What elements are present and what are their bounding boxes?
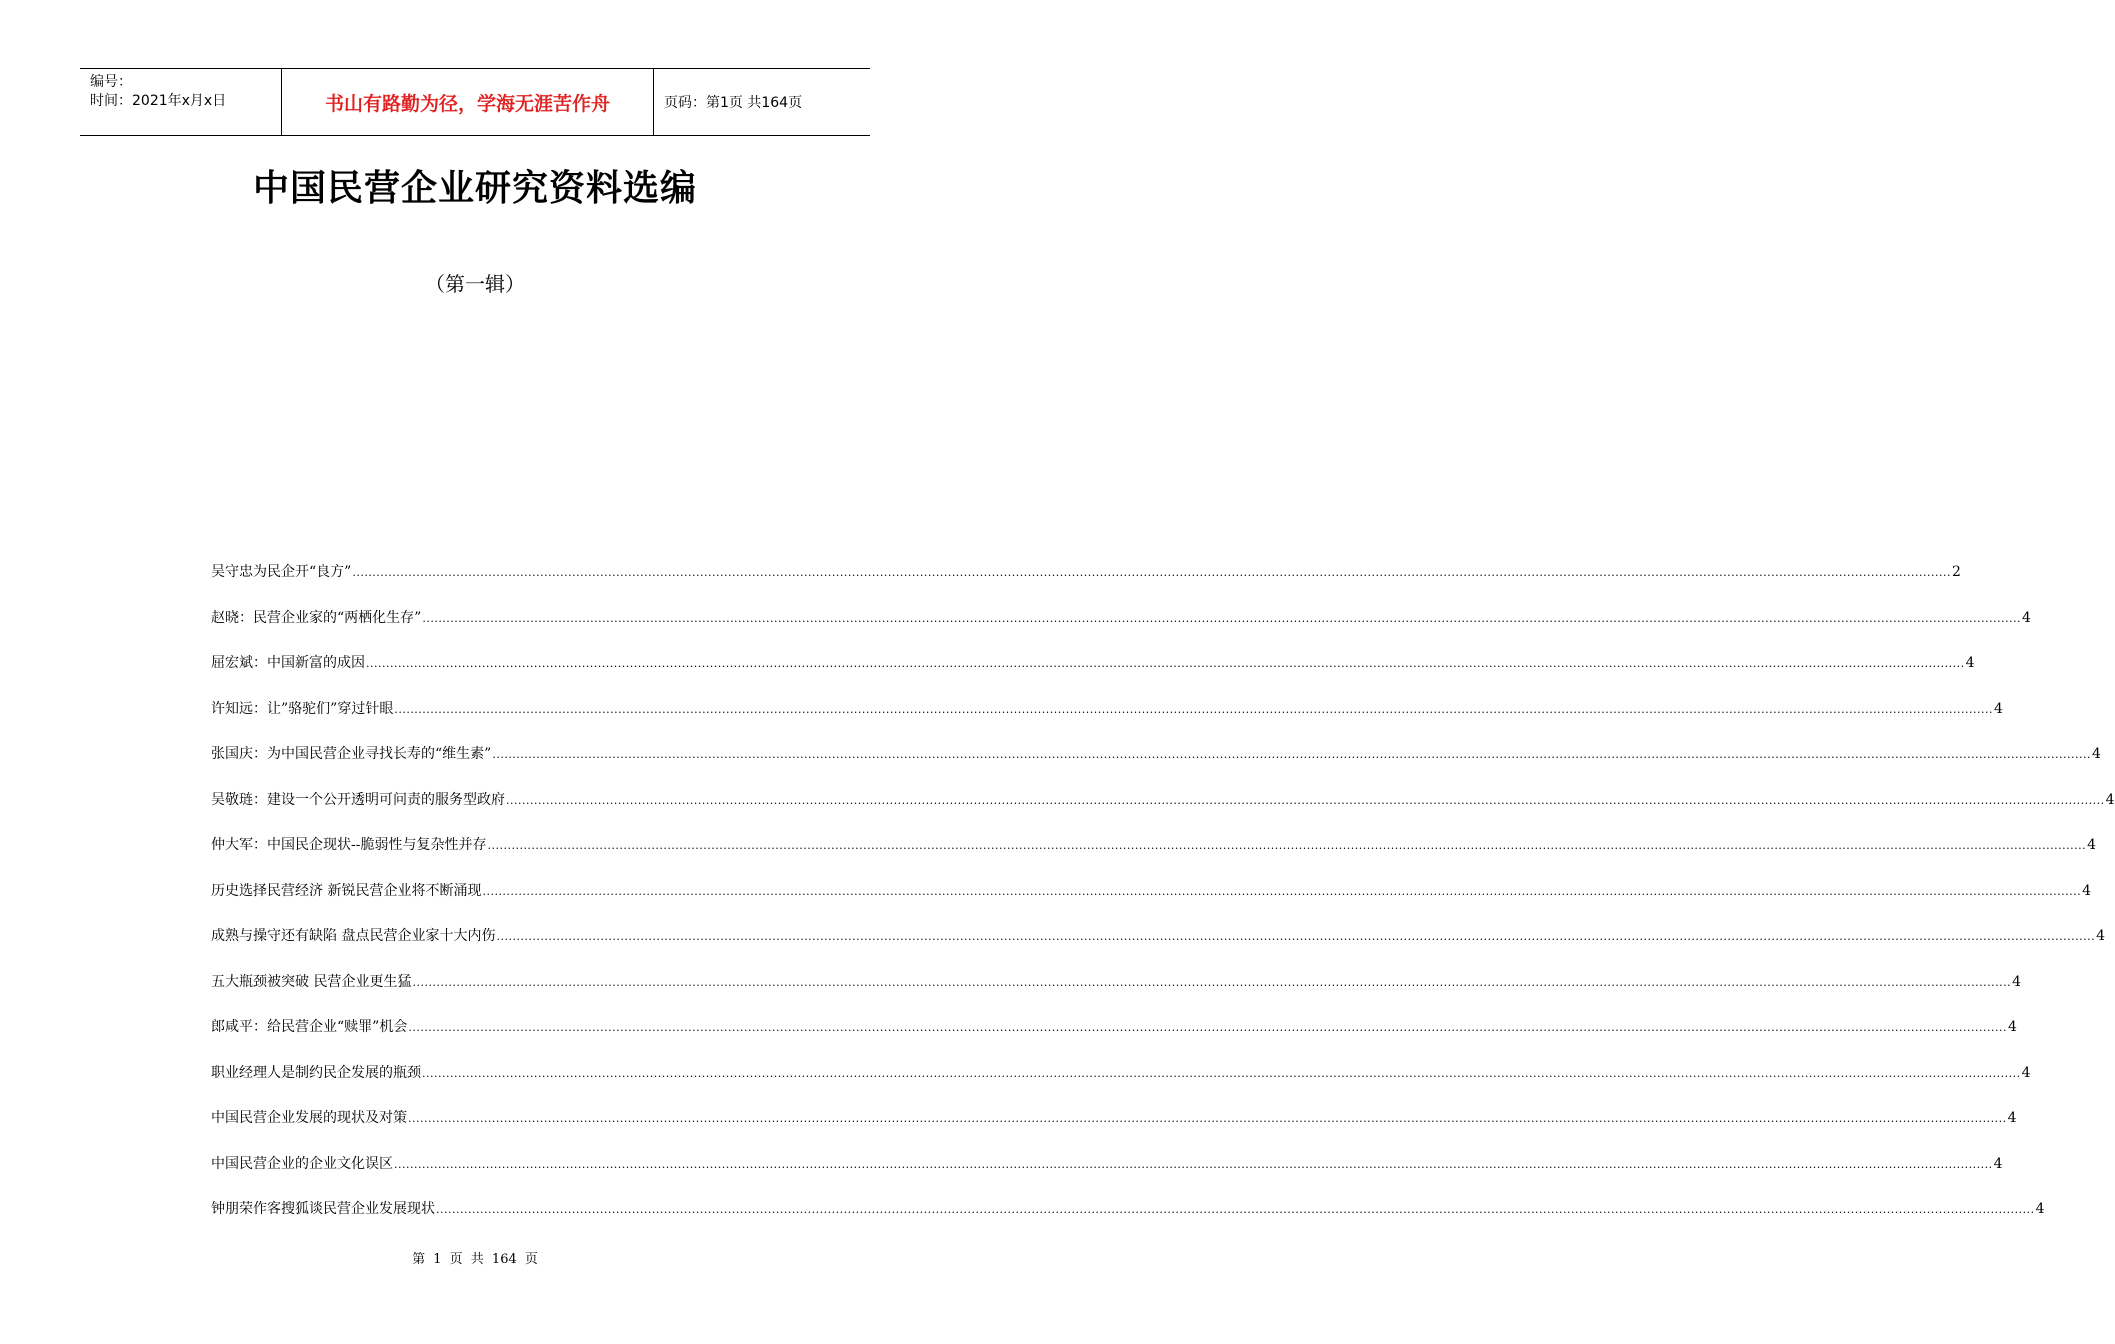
toc-entry[interactable] (211, 1062, 2031, 1108)
header-motto: 书山有路勤为径，学海无涯苦作舟 (281, 69, 654, 135)
toc-entry-title: 职业经理人是制约民企发展的瓶颈 (211, 1064, 421, 1081)
toc-entry-page: 4 (2105, 791, 2115, 808)
time-label: 时间：2021年x月x日 (90, 93, 227, 109)
toc-dot-leader: ................................................................................................................................................................................................................................................................................................................................................................................................................ (496, 930, 2096, 943)
header-meta (80, 69, 281, 135)
toc-entry-page: 4 (1993, 700, 2003, 717)
toc-entry-page: 4 (2035, 1201, 2045, 1217)
toc-entry-page: 4 (2096, 928, 2106, 944)
toc-dot-leader: ................................................................................................................................................................................................................................................................................................................................................................................................................ (408, 1112, 2007, 1125)
toc-entry[interactable] (211, 971, 2022, 1017)
toc-entry[interactable] (211, 652, 1975, 698)
toc-entry-title: 中国民营企业的企业文化误区 (211, 1155, 393, 1172)
toc-entry-title: 成熟与操守还有缺陷 盘点民营企业家十大内伤 (211, 928, 496, 944)
toc-entry-page: 4 (2091, 746, 2101, 762)
toc-entry-title: 许知远：让”骆驼们”穿过针眼 (211, 700, 394, 717)
toc-entry[interactable] (211, 925, 2106, 971)
toc-entry[interactable] (211, 1016, 2017, 1062)
toc-entry-title: 赵晓：民营企业家的“两栖化生存” (211, 609, 422, 626)
toc-entry[interactable] (211, 607, 2031, 653)
toc-entry-title: 历史选择民营经济 新锐民营企业将不断涌现 (211, 882, 482, 899)
toc-dot-leader: ................................................................................................................................................................................................................................................................................................................................................................................................................ (408, 1021, 2007, 1034)
toc-entry-title: 张国庆：为中国民营企业寻找长寿的“维生素” (211, 746, 492, 762)
toc-dot-leader: ................................................................................................................................................................................................................................................................................................................................................................................................................ (412, 975, 2012, 989)
toc-entry-page: 4 (1965, 655, 1975, 671)
toc-entry[interactable] (211, 743, 2101, 789)
toc-entry-title: 钟朋荣作客搜狐谈民营企业发展现状 (211, 1201, 435, 1217)
toc-entry[interactable] (211, 789, 2115, 835)
number-label: 编号： (90, 74, 132, 90)
toc-entry-title: 仲大军：中国民企现状--脆弱性与复杂性并存 (211, 837, 487, 853)
toc-entry[interactable] (211, 1153, 2003, 1199)
toc-dot-leader: ................................................................................................................................................................................................................................................................................................................................................................................................................ (394, 702, 1993, 716)
table-of-contents (211, 561, 2115, 1244)
toc-entry[interactable] (211, 1107, 2017, 1153)
toc-dot-leader: ................................................................................................................................................................................................................................................................................................................................................................................................................ (422, 611, 2021, 625)
document-title: 中国民营企业研究资料选编 (252, 168, 697, 209)
toc-entry-page: 4 (2021, 1064, 2031, 1081)
toc-dot-leader: ................................................................................................................................................................................................................................................................................................................................................................................................................ (394, 1157, 1993, 1171)
document-subtitle: （第一辑） (425, 272, 525, 296)
toc-dot-leader: ................................................................................................................................................................................................................................................................................................................................................................................................................ (482, 884, 2082, 898)
toc-entry-page: 4 (1993, 1155, 2003, 1172)
page-footer: 第 1 页 共 164 页 (412, 1252, 538, 1267)
toc-entry-title: 屈宏斌：中国新富的成因 (211, 655, 365, 671)
toc-dot-leader: ................................................................................................................................................................................................................................................................................................................................................................................................................ (506, 793, 2105, 807)
header-table (80, 68, 870, 136)
toc-entry-title: 五大瓶颈被突破 民营企业更生猛 (211, 973, 412, 990)
toc-entry-title: 郎咸平：给民营企业“赎罪”机会 (211, 1019, 408, 1035)
toc-entry[interactable] (211, 698, 2003, 744)
toc-entry-page: 2 (1951, 564, 1961, 580)
toc-entry-page: 4 (2012, 973, 2022, 990)
toc-dot-leader: ................................................................................................................................................................................................................................................................................................................................................................................................................ (422, 1066, 2021, 1080)
toc-entry[interactable] (211, 561, 1961, 607)
toc-dot-leader: ................................................................................................................................................................................................................................................................................................................................................................................................................ (492, 748, 2091, 761)
toc-entry[interactable] (211, 1198, 2045, 1244)
toc-entry-page: 4 (2007, 1110, 2017, 1126)
toc-entry-page: 4 (2087, 837, 2097, 853)
toc-entry-title: 吴敬琏：建设一个公开透明可问责的服务型政府 (211, 791, 505, 808)
toc-dot-leader: ................................................................................................................................................................................................................................................................................................................................................................................................................ (487, 839, 2087, 852)
toc-entry-title: 中国民营企业发展的现状及对策 (211, 1110, 407, 1126)
header-page-info: 页码：第1页 共164页 (664, 95, 803, 111)
toc-dot-leader: ................................................................................................................................................................................................................................................................................................................................................................................................................ (436, 1203, 2035, 1216)
toc-entry[interactable] (211, 834, 2097, 880)
toc-entry-page: 4 (2082, 882, 2092, 899)
toc-dot-leader: ................................................................................................................................................................................................................................................................................................................................................................................................................ (366, 657, 1965, 670)
toc-entry-title: 吴守忠为民企开“良方” (211, 564, 352, 580)
toc-entry-page: 4 (2021, 609, 2031, 626)
toc-entry-page: 4 (2007, 1019, 2017, 1035)
toc-entry[interactable] (211, 880, 2092, 926)
toc-dot-leader: ................................................................................................................................................................................................................................................................................................................................................................................................................ (352, 566, 1951, 579)
